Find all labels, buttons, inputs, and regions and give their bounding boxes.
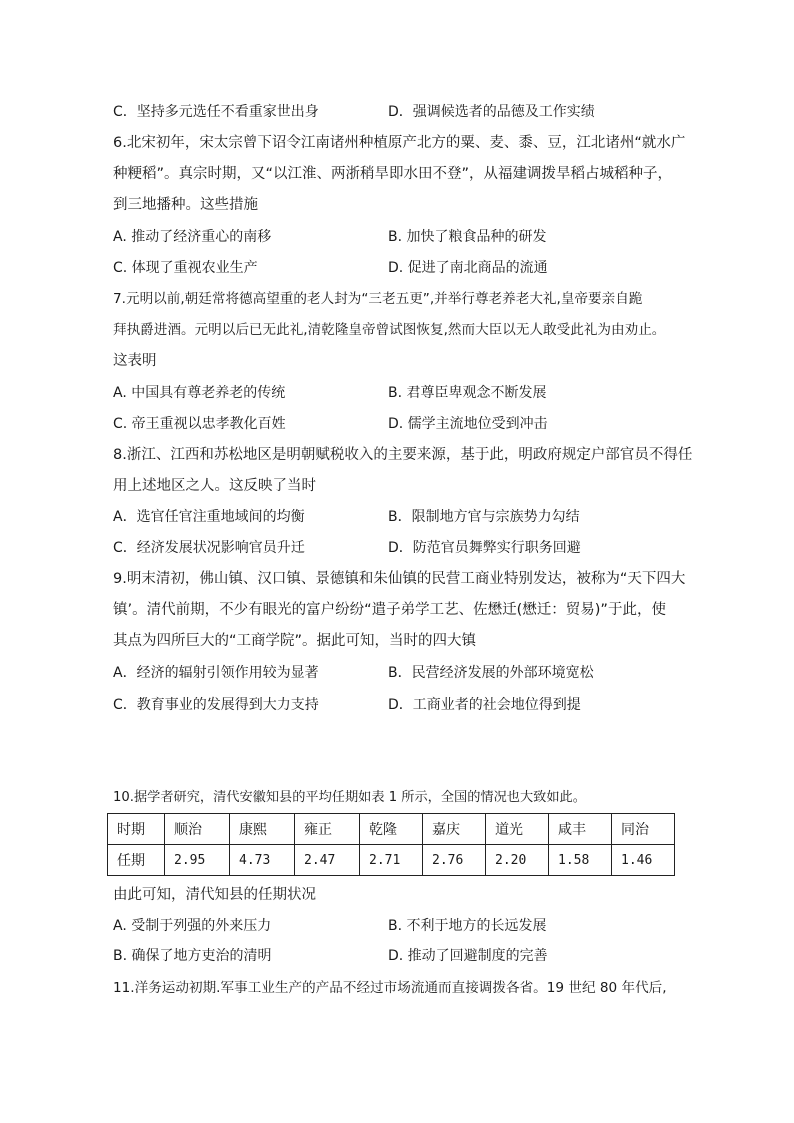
q7-option-d: D. 儒学主流地位受到冲击	[388, 416, 548, 432]
q6-stem-line-2: 种粳稻”。真宗时期，又“以江淮、两浙稍旱即水田不登”，从福建调拨旱稻占城稻种子，	[113, 166, 673, 182]
q10-stem: 由此可知，清代知县的任期状况	[113, 887, 316, 903]
table-cell: 2.95	[165, 845, 230, 876]
q7-stem-line-2: 拜执爵进酒。元明以后已无此礼,清乾隆皇帝曾试图恢复,然而大臣以无人敢受此礼为由劝止。	[113, 322, 666, 338]
q7-option-c: C. 帝王重视以忠孝教化百姓	[113, 416, 286, 432]
table-row-label: 任期	[108, 845, 165, 876]
table-header-cell: 道光	[486, 814, 549, 845]
tenure-table-header-row	[108, 814, 675, 845]
q9-option-c: C．教育事业的发展得到大力支持	[113, 697, 319, 713]
table-cell: 2.71	[360, 845, 423, 876]
q11-stem-line-1: 11.洋务运动初期.军事工业生产的产品不经过市场流通而直接调拨各省。19 世纪 80 年代后,	[113, 980, 667, 996]
q10-option-d: D. 推动了回避制度的完善	[388, 948, 548, 964]
q7-stem-line-3: 这表明	[113, 353, 157, 369]
q9-option-b: B．民营经济发展的外部环境宽松	[388, 665, 594, 681]
table-header-cell: 咸丰	[549, 814, 612, 845]
q6-stem-line-1: 6.北宋初年，宋太宗曾下诏令江南诸州种植原产北方的粟、麦、黍、豆，江北诸州“就水广	[113, 135, 686, 151]
table-header-cell: 同治	[612, 814, 675, 845]
q10-option-c: B. 确保了地方吏治的清明	[113, 948, 272, 964]
q9-stem-line-3: 其点为四所巨大的“工商学院”。据此可知，当时的四大镇	[113, 633, 477, 649]
table-cell: 1.58	[549, 845, 612, 876]
q7-option-a: A. 中国具有尊老养老的传统	[113, 385, 286, 401]
q9-option-d: D．工商业者的社会地位得到提	[388, 697, 581, 713]
q9-stem-line-1: 9.明末清初，佛山镇、汉口镇、景德镇和朱仙镇的民营工商业特别发达，被称为“天下四大	[113, 571, 686, 587]
q8-option-c: C．经济发展状况影响官员升迁	[113, 540, 305, 556]
table-cell: 2.47	[295, 845, 360, 876]
q10-stem-intro: 10.据学者研究，清代安徽知县的平均任期如表 1 所示，全国的情况也大致如此。	[113, 790, 586, 805]
table-cell: 1.46	[612, 845, 675, 876]
tenure-table	[107, 813, 675, 876]
q5-option-d: D．强调候选者的品德及工作实绩	[388, 104, 595, 120]
q6-option-d: D. 促进了南北商品的流通	[388, 260, 548, 276]
table-header-cell: 乾隆	[360, 814, 423, 845]
q8-option-a: A．选官任官注重地域间的均衡	[113, 509, 305, 525]
q6-option-c: C. 体现了重视农业生产	[113, 260, 258, 276]
q8-stem-line-1: 8.浙江、江西和苏松地区是明朝赋税收入的主要来源，基于此，明政府规定户部官员不得任	[113, 447, 693, 463]
table-cell: 2.76	[423, 845, 486, 876]
q8-option-d: D．防范官员舞弊实行职务回避	[388, 540, 581, 556]
q9-option-a: A．经济的辐射引领作用较为显著	[113, 665, 319, 681]
q7-option-b: B. 君尊臣卑观念不断发展	[388, 385, 547, 401]
q6-option-a: A. 推动了经济重心的南移	[113, 229, 272, 245]
tenure-table-data-row	[108, 845, 675, 876]
q8-option-b: B．限制地方官与宗族势力勾结	[388, 509, 580, 525]
q5-option-c: C．坚持多元选任不看重家世出身	[113, 104, 319, 120]
q9-stem-line-2: 镇’。清代前期，不少有眼光的富户纷纷“遣子弟学工艺、佐懋迁(懋迁：贸易)”于此，使	[113, 602, 666, 618]
table-cell: 2.20	[486, 845, 549, 876]
q6-stem-line-3: 到三地播种。这些措施	[113, 197, 258, 213]
q6-option-b: B. 加快了粮食品种的研发	[388, 229, 547, 245]
table-cell: 4.73	[230, 845, 295, 876]
q7-stem-line-1: 7.元明以前,朝廷常将德高望重的老人封为“三老五更”,并举行尊老养老大礼,皇帝要亲自跪	[113, 291, 643, 307]
q10-option-b: B. 不利于地方的长远发展	[388, 918, 547, 934]
q10-option-a: A. 受制于列强的外来压力	[113, 918, 272, 934]
table-header-cell: 顺治	[165, 814, 230, 845]
table-header-cell: 时期	[108, 814, 165, 845]
q8-stem-line-2: 用上述地区之人。这反映了当时	[113, 478, 316, 494]
table-header-cell: 嘉庆	[423, 814, 486, 845]
table-header-cell: 康熙	[230, 814, 295, 845]
table-header-cell: 雍正	[295, 814, 360, 845]
